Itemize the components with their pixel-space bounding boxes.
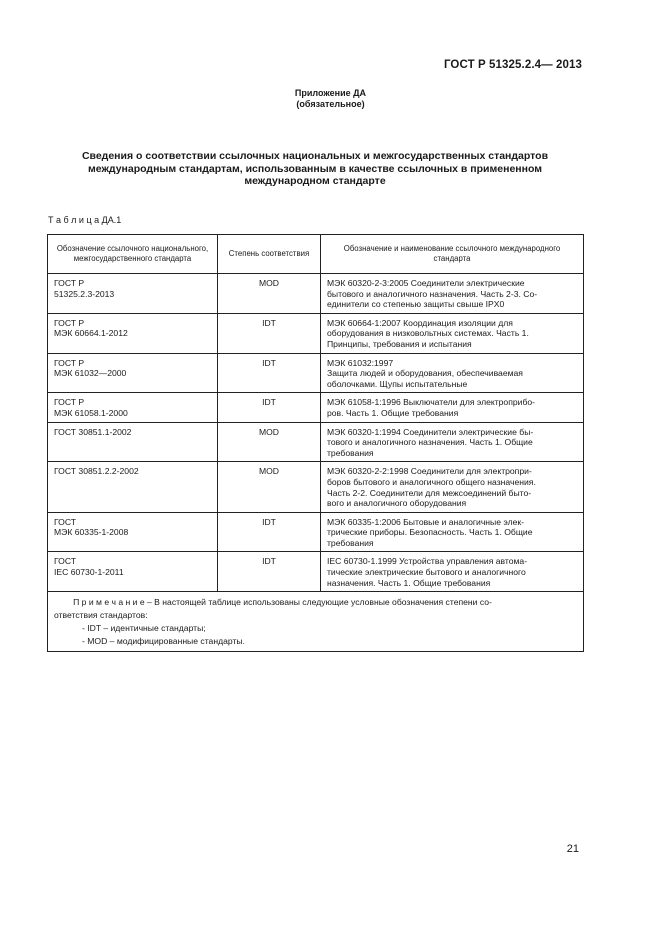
table-note-row (48, 592, 584, 652)
international-standard-cell (321, 353, 584, 393)
international-standard-cell (321, 552, 584, 592)
table-row (48, 512, 584, 552)
national-standard-line: ГОСТ (54, 516, 77, 527)
national-standard-line: ГОСТ Р (54, 357, 85, 368)
international-standard-cell (321, 274, 584, 314)
table-caption-number: ДА.1 (101, 215, 122, 225)
note-text-1: – В настоящей таблице использованы следующие условные обозначения степени со- (144, 597, 492, 608)
degree-cell: MOD (218, 462, 321, 512)
international-standard-line: единители со степенью защиты свыше IPX0 (327, 299, 505, 310)
international-standard-line: МЭК 60335-1:2006 Бытовые и аналогичные элек- (327, 516, 525, 527)
national-standard-cell (48, 353, 218, 393)
header-international-standard: Обозначение и наименование ссылочного международного стандарта (321, 235, 584, 274)
note-line-1 (54, 596, 577, 609)
international-standard-cell (321, 422, 584, 462)
table-row (48, 462, 584, 512)
note-label: П р и м е ч а н и е (73, 597, 145, 608)
table-row (48, 422, 584, 462)
international-standard-line: тового и аналогичного назначения. Часть 1. Общие (327, 437, 533, 448)
table-row (48, 313, 584, 353)
national-standard-cell (48, 462, 218, 512)
header-degree: Степень соответствия (218, 235, 321, 274)
table-note (48, 592, 584, 652)
international-standard-cell (321, 393, 584, 422)
national-standard-cell (48, 552, 218, 592)
table-row (48, 393, 584, 422)
international-standard-line: МЭК 60320-2-3:2005 Соединители электрические (327, 278, 525, 288)
degree-cell: MOD (218, 422, 321, 462)
degree-cell: IDT (218, 512, 321, 552)
table-row (48, 552, 584, 592)
annex-heading (0, 88, 661, 110)
title-line-1: Сведения о соответствии ссылочных национальных и межгосударственных стандартов (81, 150, 549, 162)
international-standard-line: МЭК 60320-1:1994 Соединители электрические бы- (327, 426, 534, 437)
table-row (48, 353, 584, 393)
international-standard-cell (321, 462, 584, 512)
note-item-mod: - MOD – модифицированные стандарты. (82, 636, 245, 647)
international-standard-line: ров. Часть 1. Общие требования (327, 407, 459, 418)
header-national-standard: Обозначение ссылочного национального, межгосударственного стандарта (48, 235, 218, 274)
national-standard-line: ГОСТ 30851.2.2-2002 (54, 466, 139, 477)
national-standard-line: 51325.2.3-2013 (54, 288, 115, 299)
degree-cell: IDT (218, 353, 321, 393)
international-standard-line: оборудования в низковольтных системах. Часть 1. (327, 328, 529, 339)
national-standard-cell (48, 313, 218, 353)
degree-cell: IDT (218, 313, 321, 353)
national-standard-cell (48, 393, 218, 422)
degree-cell: IDT (218, 552, 321, 592)
international-standard-line: Часть 2-2. Соединители для межсоединений быто- (327, 487, 532, 498)
international-standard-line: требования (327, 537, 374, 548)
table-row (48, 274, 584, 314)
note-item-idt: - IDT – идентичные стандарты; (82, 623, 206, 634)
international-standard-line: бытового и аналогичного назначения. Часть 2-3. Со- (327, 288, 538, 299)
international-standard-cell (321, 313, 584, 353)
note-text-2: ответствия стандартов: (54, 610, 148, 621)
table-header-row (48, 235, 584, 274)
degree-cell: MOD (218, 274, 321, 314)
international-standard-line: МЭК 61058-1:1996 Выключатели для электроприбо- (327, 397, 536, 408)
national-standard-line: ГОСТ Р (54, 278, 85, 288)
national-standard-line: МЭК 61058.1-2000 (54, 407, 128, 418)
correspondence-table (47, 234, 584, 652)
national-standard-line: ГОСТ (54, 556, 77, 567)
international-standard-line: трические приборы. Безопасность. Часть 1. Общие (327, 527, 533, 538)
section-title (48, 150, 582, 188)
national-standard-line: ГОСТ Р (54, 317, 85, 328)
national-standard-line: МЭК 61032—2000 (54, 368, 127, 379)
international-standard-cell (321, 512, 584, 552)
international-standard-line: МЭК 61032:1997 (327, 357, 394, 368)
international-standard-line: вого и аналогичного оборудования (327, 498, 467, 509)
degree-cell: IDT (218, 393, 321, 422)
international-standard-line: назначения. Часть 1. Общие требования (327, 577, 491, 588)
international-standard-line: Защита людей и оборудования, обеспечиваемая (327, 368, 523, 379)
national-standard-line: ГОСТ Р (54, 397, 85, 408)
international-standard-line: требования (327, 447, 374, 458)
table-caption-label: Т а б л и ц а (48, 215, 100, 225)
national-standard-cell (48, 422, 218, 462)
international-standard-line: МЭК 60664-1:2007 Координация изоляции для (327, 317, 513, 328)
national-standard-cell (48, 512, 218, 552)
annex-status: (обязательное) (296, 99, 365, 109)
international-standard-line: тические электрические бытового и аналогичного (327, 567, 526, 578)
table-caption (48, 215, 121, 225)
international-standard-line: оболочками. Щупы испытательные (327, 378, 468, 389)
national-standard-cell (48, 274, 218, 314)
national-standard-line: ГОСТ 30851.1-2002 (54, 426, 132, 437)
page-number: 21 (566, 843, 579, 855)
international-standard-line: МЭК 60320-2-2:1998 Соединители для электропри- (327, 466, 532, 477)
international-standard-line: IEC 60730-1.1999 Устройства управления автома- (327, 556, 528, 567)
national-standard-line: МЭК 60335-1-2008 (54, 527, 129, 538)
document-number: ГОСТ Р 51325.2.4— 2013 (443, 59, 582, 71)
national-standard-line: IEC 60730-1-2011 (54, 567, 124, 578)
international-standard-line: Принципы, требования и испытания (327, 338, 472, 349)
annex-title: Приложение ДА (294, 88, 367, 98)
national-standard-line: МЭК 60664.1-2012 (54, 328, 128, 339)
title-line-3: международном стандарте (244, 175, 386, 187)
international-standard-line: боров бытового и аналогичного общего назначения. (327, 476, 536, 487)
title-line-2: международным стандартам, использованным в качестве ссылочных в примененном (87, 162, 543, 175)
